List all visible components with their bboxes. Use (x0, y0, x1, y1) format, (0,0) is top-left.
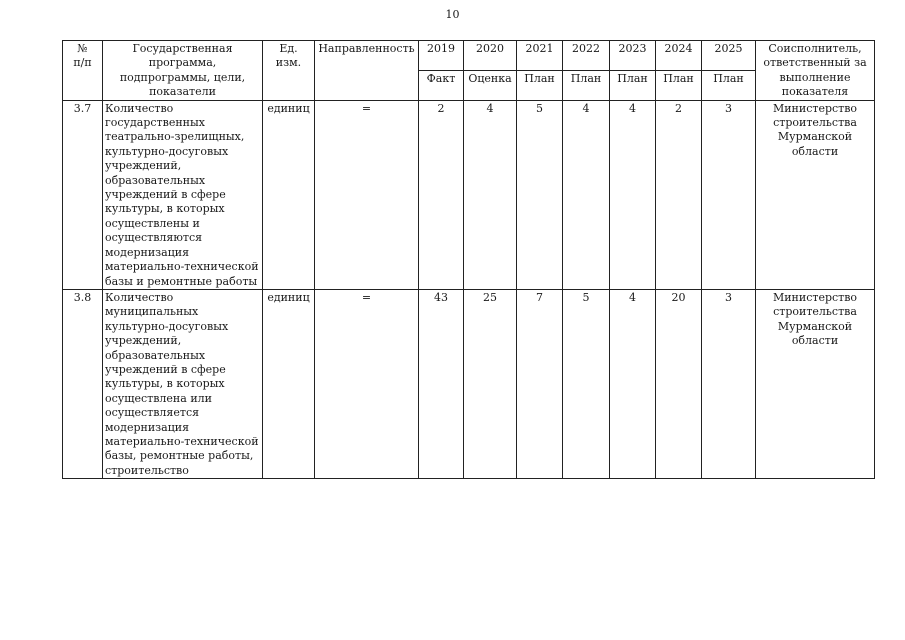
value-cell: 4 (610, 289, 656, 478)
value-cell: 5 (517, 100, 563, 289)
direction-cell: = (315, 289, 419, 478)
indicator-name: Количество государственных театрально-зрелищных, культурно-досуговых учреждений, образовательных учреждений в сфере культуры, в которых осуществлены и осуществляются модернизация материально-технической базы и ремонтные работы (103, 100, 263, 289)
value-cell: 3 (702, 100, 756, 289)
header-row-years (63, 41, 875, 71)
header-year: 2023 (610, 41, 656, 71)
header-year: 2022 (563, 41, 610, 71)
value-cell: 3 (702, 289, 756, 478)
unit-cell: единиц (263, 289, 315, 478)
table-row (63, 289, 875, 478)
value-cell: 7 (517, 289, 563, 478)
header-year: 2020 (464, 41, 517, 71)
header-coexecutor: Соисполнитель, ответственный за выполнение показателя (756, 41, 875, 101)
header-num: № п/п (63, 41, 103, 101)
coexecutor-cell: Министерство строительства Мурманской области (756, 100, 875, 289)
row-number: 3.8 (63, 289, 103, 478)
value-cell: 4 (464, 100, 517, 289)
table-row (63, 100, 875, 289)
header-year-type: Оценка (464, 70, 517, 100)
header-year: 2021 (517, 41, 563, 71)
indicators-table (62, 40, 875, 479)
header-year-type: План (517, 70, 563, 100)
value-cell: 2 (419, 100, 464, 289)
header-year: 2024 (656, 41, 702, 71)
header-year-type: План (656, 70, 702, 100)
value-cell: 4 (610, 100, 656, 289)
header-direction: Направленность (315, 41, 419, 101)
header-year: 2019 (419, 41, 464, 71)
header-year-type: План (610, 70, 656, 100)
coexecutor-cell: Министерство строительства Мурманской области (756, 289, 875, 478)
header-program: Государственная программа, подпрограммы, цели, показатели (103, 41, 263, 101)
indicator-name: Количество муниципальных культурно-досуговых учреждений, образовательных учреждений в сфере культуры, в которых осуществлена или осуществляется модернизация материально-технической базы, ремонтные работы, строительство (103, 289, 263, 478)
header-year: 2025 (702, 41, 756, 71)
value-cell: 2 (656, 100, 702, 289)
header-year-type: План (702, 70, 756, 100)
value-cell: 5 (563, 289, 610, 478)
page-number: 10 (445, 8, 460, 21)
value-cell: 4 (563, 100, 610, 289)
header-unit: Ед. изм. (263, 41, 315, 101)
header-year-type: Факт (419, 70, 464, 100)
unit-cell: единиц (263, 100, 315, 289)
value-cell: 43 (419, 289, 464, 478)
value-cell: 20 (656, 289, 702, 478)
row-number: 3.7 (63, 100, 103, 289)
direction-cell: = (315, 100, 419, 289)
value-cell: 25 (464, 289, 517, 478)
header-year-type: План (563, 70, 610, 100)
